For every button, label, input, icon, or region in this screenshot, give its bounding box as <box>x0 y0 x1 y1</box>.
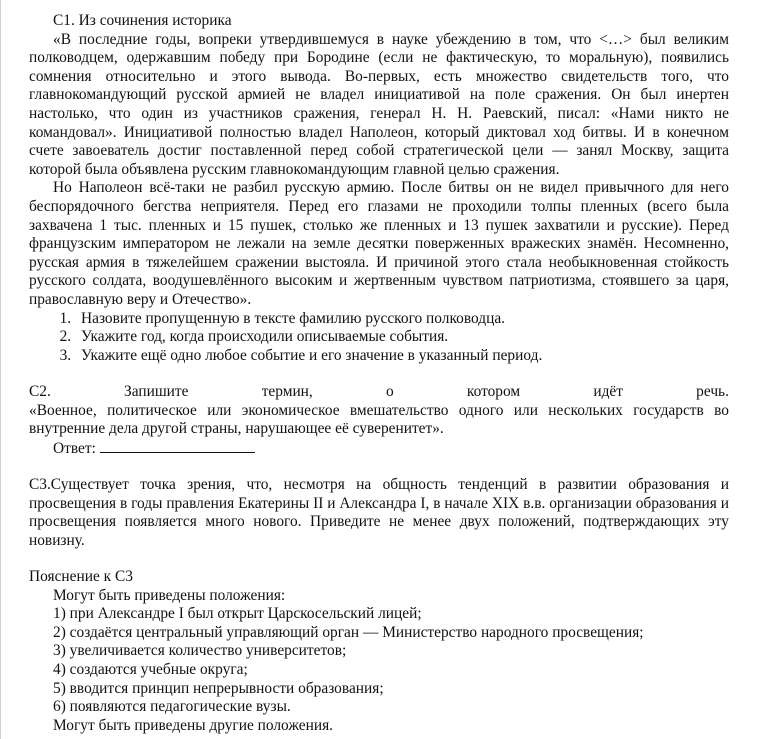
explanation-item: 4) создаются учебные округа; <box>53 660 248 678</box>
c2-heading-word: С2. <box>29 383 51 400</box>
explanation-intro: Могут быть приведены положения: <box>53 586 286 604</box>
c3-text: С3.Существует точка зрения, что, несмотря на общность тенденций в развитии образования и просвещения в годы правления Екатерины II и Александра I, в начале XIX в.в. организации образования и просвещения появляется много нового. Приведите не менее двух положений, подтверждающих эту новизну. <box>29 476 729 549</box>
c1-question: 1. Назовите пропущенную в тексте фамилию русского полководца. <box>75 310 729 329</box>
c1-question: 2. Укажите год, когда происходили описываемые события. <box>75 328 729 347</box>
c2-heading-word: Запишите <box>124 383 189 400</box>
answer-blank-line[interactable] <box>100 439 255 453</box>
explanation-item: 6) появляются педагогические вузы. <box>53 698 291 716</box>
c1-paragraph-1: «В последние годы, вопреки утвердившемуся в науке убеждению в том, что <…> был великим полководцем, одержавшим победу при Бородине (если не фактическую, то моральную), появились сомнения относительно и этого вывода. Во-первых, есть множество свидетельств того, что главнокомандующий русской армией не владел инициативой на поле сражения. Он был инертен настолько, что один из участников сражения, генерал Н. Н. Раевский, писал: «Нами никто не командовал». Инициативой полностью владел Наполеон, который диктовал ход битвы. И в конечном счете завоеватель достиг поставленной перед собой стратегической цели — занял Москву, защита которой была объявлена русским главнокомандующим главной целью сражения. <box>29 30 729 178</box>
explanation-item: 3) увеличивается количество университетов; <box>53 642 347 660</box>
c1-question: 3. Укажите ещё одно любое событие и его значение в указанный период. <box>75 347 729 366</box>
c2-heading-word: термин, <box>261 383 313 400</box>
c2-heading-word: речь. <box>696 383 729 400</box>
c2-heading-word: идёт <box>593 383 623 400</box>
explanation-body <box>29 587 729 736</box>
explanation-outro: Могут быть приведены другие положения. <box>53 716 334 734</box>
c2-answer-label: Ответ: <box>53 439 96 457</box>
c2-heading <box>29 383 729 402</box>
c2-section <box>29 383 729 458</box>
c1-questions-list <box>29 310 729 366</box>
c2-answer-row <box>29 439 729 459</box>
explanation-item: 2) создаётся центральный управляющий орган — Министерство народного просвещения; <box>53 623 644 641</box>
c3-section <box>29 476 729 550</box>
explanation-item: 1) при Александре I был открыт Царскосельский лицей; <box>53 605 422 623</box>
c1-section <box>29 12 729 365</box>
c1-heading: С1. Из сочинения историка <box>53 12 232 29</box>
explanation-item: 5) вводится принцип непрерывности образования; <box>53 679 384 697</box>
c1-paragraph-2: Но Наполеон всё-таки не разбил русскую армию. После битвы он не видел привычного для него беспорядочного бегства неприятеля. Перед его глазами не проходили толпы пленных (всего была захвачена 1 тыс. пленных и 15 пушек, столько же пленных и 13 пушек захватили и русские). Перед французским императором не лежали на земле десятки поверженных вражеских знамён. Несомненно, русская армия в тяжелейшем сражении выстояла. И причиной этого стала необыкновенная стойкость русского солдата, воодушевлённого высоким и жертвенным чувством патриотизма, стоявшего за царя, православную веру и Отечество». <box>29 179 729 308</box>
c2-definition: «Военное, политическое или экономическое вмешательство одного или нескольких государств во внутренние дела другой страны, нарушающее её суверенитет». <box>29 401 729 438</box>
c2-heading-word: котором <box>466 383 521 400</box>
explanation-heading: Пояснение к С3 <box>29 568 133 585</box>
explanation-section <box>29 568 729 735</box>
c2-heading-word: о <box>385 383 394 400</box>
